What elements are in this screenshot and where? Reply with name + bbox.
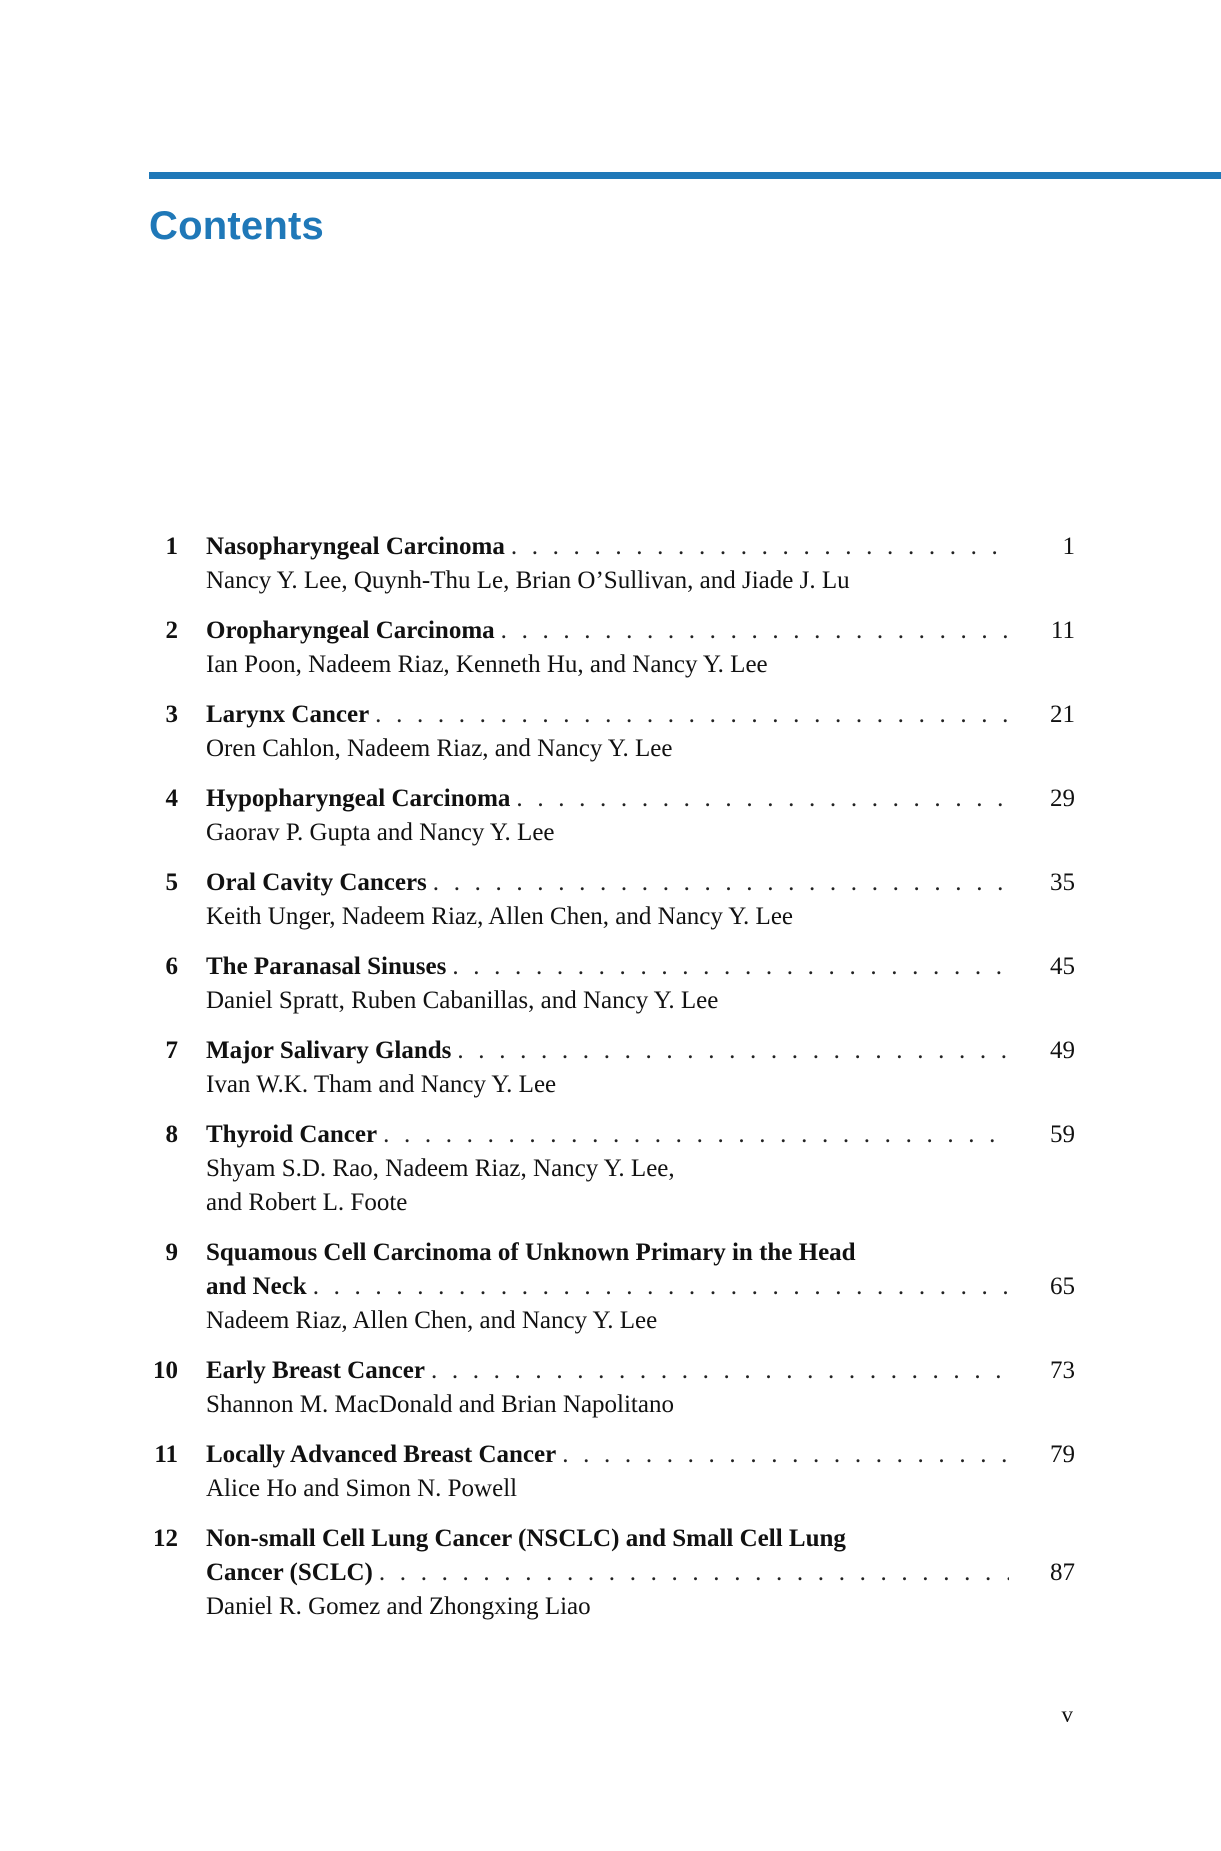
chapter-number: 2 xyxy=(165,617,178,644)
dot-leader xyxy=(501,614,1009,648)
chapter-title: Nasopharyngeal Carcinoma xyxy=(206,533,505,560)
chapter-page: 79 xyxy=(1050,1441,1075,1468)
dot-leader xyxy=(457,1034,1009,1068)
chapter-number: 6 xyxy=(165,953,178,980)
chapter-number: 12 xyxy=(153,1525,178,1552)
chapter-title: Locally Advanced Breast Cancer xyxy=(206,1441,557,1468)
chapter-authors: Shannon M. MacDonald and Brian Napolitano xyxy=(206,1391,674,1418)
chapter-title: Hypopharyngeal Carcinoma xyxy=(206,785,511,812)
chapter-number: 1 xyxy=(165,533,178,560)
dot-leader xyxy=(516,782,1009,816)
chapter-authors: Gaorav P. Gupta and Nancy Y. Lee xyxy=(206,819,555,846)
dot-leader xyxy=(313,1270,1009,1304)
toc-entry[interactable] xyxy=(140,782,1075,850)
chapter-title: Oropharyngeal Carcinoma xyxy=(206,617,495,644)
dot-leader xyxy=(431,1354,1009,1388)
chapter-number: 9 xyxy=(165,1239,178,1266)
chapter-title: Non-small Cell Lung Cancer (NSCLC) and Small Cell Lung xyxy=(206,1525,846,1552)
chapter-authors: Daniel R. Gomez and Zhongxing Liao xyxy=(206,1593,591,1620)
dot-leader xyxy=(452,950,1009,984)
chapter-number: 10 xyxy=(153,1357,178,1384)
heading-rule xyxy=(149,172,1221,179)
chapter-number: 11 xyxy=(154,1441,178,1468)
dot-leader xyxy=(379,1556,1009,1590)
chapter-authors: and Robert L. Foote xyxy=(206,1189,408,1216)
chapter-authors: Daniel Spratt, Ruben Cabanillas, and Nancy Y. Lee xyxy=(206,987,719,1014)
chapter-number: 8 xyxy=(165,1121,178,1148)
chapter-page: 49 xyxy=(1050,1037,1075,1064)
toc-entry[interactable] xyxy=(140,530,1075,598)
chapter-authors: Nadeem Riaz, Allen Chen, and Nancy Y. Lee xyxy=(206,1307,658,1334)
toc-entry[interactable] xyxy=(140,1522,1075,1624)
dot-leader xyxy=(383,1118,1009,1152)
chapter-page: 73 xyxy=(1050,1357,1075,1384)
toc-entry[interactable] xyxy=(140,1354,1075,1422)
toc-entry[interactable] xyxy=(140,1118,1075,1220)
chapter-number: 5 xyxy=(165,869,178,896)
chapter-authors: Shyam S.D. Rao, Nadeem Riaz, Nancy Y. Lee, xyxy=(206,1155,675,1182)
chapter-title: The Paranasal Sinuses xyxy=(206,953,447,980)
chapter-title-continued: Cancer (SCLC) xyxy=(206,1559,373,1586)
chapter-title-continued: and Neck xyxy=(206,1273,307,1300)
toc-entry[interactable] xyxy=(140,698,1075,766)
toc-entry[interactable] xyxy=(140,614,1075,682)
dot-leader xyxy=(375,698,1009,732)
chapter-number: 4 xyxy=(165,785,178,812)
page-title: Contents xyxy=(149,204,324,248)
chapter-authors: Alice Ho and Simon N. Powell xyxy=(206,1475,518,1502)
page-number: v xyxy=(1061,1702,1073,1727)
chapter-number: 7 xyxy=(165,1037,178,1064)
chapter-authors: Oren Cahlon, Nadeem Riaz, and Nancy Y. Lee xyxy=(206,735,673,762)
dot-leader xyxy=(511,530,1009,564)
chapter-page: 29 xyxy=(1050,785,1075,812)
chapter-authors: Nancy Y. Lee, Quynh-Thu Le, Brian O’Sullivan, and Jiade J. Lu xyxy=(206,567,850,594)
chapter-page: 87 xyxy=(1050,1559,1075,1586)
chapter-number: 3 xyxy=(165,701,178,728)
chapter-page: 65 xyxy=(1050,1273,1075,1300)
chapter-title: Major Salivary Glands xyxy=(206,1037,452,1064)
chapter-authors: Ivan W.K. Tham and Nancy Y. Lee xyxy=(206,1071,557,1098)
chapter-title: Early Breast Cancer xyxy=(206,1357,425,1384)
chapter-title: Thyroid Cancer xyxy=(206,1121,378,1148)
toc-entry[interactable] xyxy=(140,1236,1075,1338)
chapter-title: Larynx Cancer xyxy=(206,701,370,728)
chapter-page: 45 xyxy=(1050,953,1075,980)
toc-entry[interactable] xyxy=(140,866,1075,934)
table-of-contents xyxy=(140,530,1075,1640)
chapter-page: 59 xyxy=(1050,1121,1075,1148)
dot-leader xyxy=(433,866,1009,900)
chapter-authors: Keith Unger, Nadeem Riaz, Allen Chen, and Nancy Y. Lee xyxy=(206,903,794,930)
toc-entry[interactable] xyxy=(140,1034,1075,1102)
chapter-page: 35 xyxy=(1050,869,1075,896)
chapter-page: 11 xyxy=(1050,617,1075,644)
chapter-page: 21 xyxy=(1050,701,1075,728)
toc-entry[interactable] xyxy=(140,1438,1075,1506)
toc-entry[interactable] xyxy=(140,950,1075,1018)
chapter-authors: Ian Poon, Nadeem Riaz, Kenneth Hu, and Nancy Y. Lee xyxy=(206,651,768,678)
chapter-title: Squamous Cell Carcinoma of Unknown Primary in the Head xyxy=(206,1239,856,1266)
chapter-page: 1 xyxy=(1062,533,1075,560)
dot-leader xyxy=(562,1438,1009,1472)
chapter-title: Oral Cavity Cancers xyxy=(206,869,427,896)
